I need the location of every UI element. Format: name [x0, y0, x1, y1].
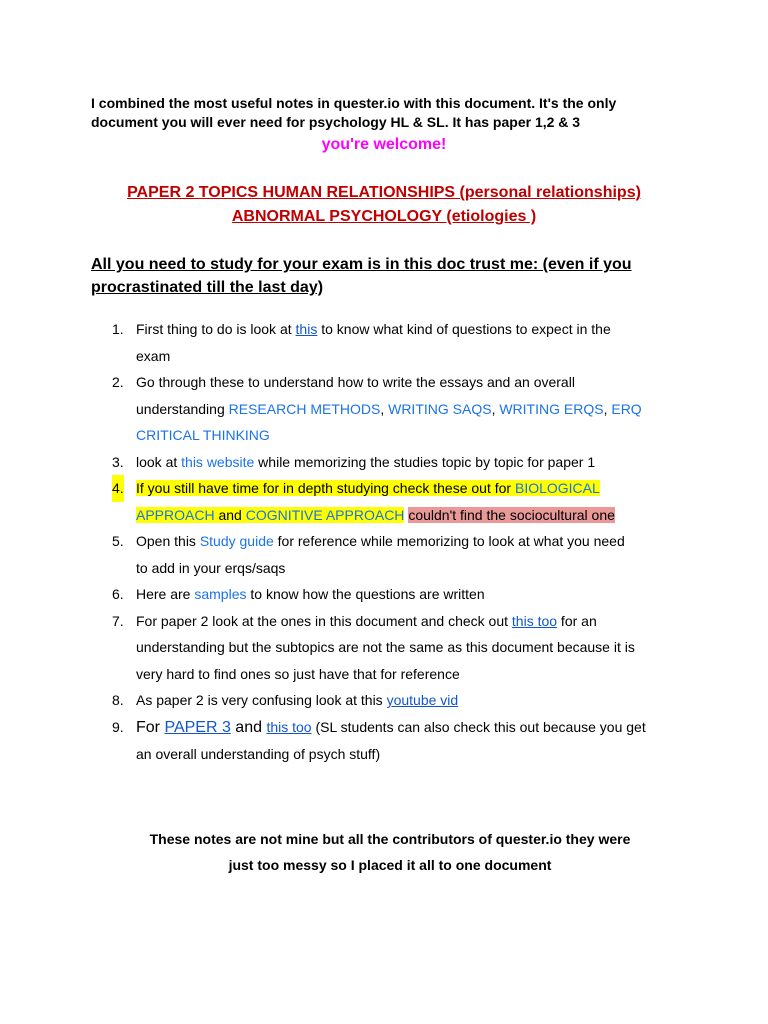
list-item: 9. For PAPER 3 and this too (SL students can also check this out because you get an overall understanding of psych stuff)	[136, 714, 684, 768]
item-text: to know what kind of questions to expect in the	[317, 321, 611, 337]
item-text: If you still have time for in depth studying check these out for	[136, 480, 515, 496]
list-number: 2.	[112, 374, 124, 390]
youtube-vid-link[interactable]: youtube vid	[386, 692, 459, 708]
intro-line-2: document you will ever need for psychology HL & SL. It has paper 1,2 & 3	[91, 114, 581, 130]
erq-critical-thinking-link-cont[interactable]: CRITICAL THINKING	[136, 427, 270, 443]
intro-line-1: I combined the most useful notes in quester.io with this document. It's the only	[91, 95, 617, 111]
research-methods-link[interactable]: RESEARCH METHODS	[228, 400, 381, 417]
writing-erqs-link[interactable]: WRITING ERQS	[499, 400, 604, 417]
biological-approach-link-cont[interactable]: APPROACH	[136, 506, 215, 523]
item-text: understanding	[136, 400, 229, 417]
paper2-heading-line-1: PAPER 2 TOPICS HUMAN RELATIONSHIPS (personal relationships)	[127, 184, 641, 201]
paper2-heading-line-2: ABNORMAL PSYCHOLOGY (etiologies )	[231, 208, 537, 225]
item-text: Go through these to understand how to write the essays and an overall	[136, 374, 575, 390]
list-item	[112, 528, 684, 581]
item-text: for an	[557, 612, 597, 629]
list-number: 1.	[112, 321, 124, 337]
paper-3-link[interactable]: PAPER 3	[164, 718, 231, 736]
this-too-link-2[interactable]: this too	[266, 718, 312, 735]
footer-line-1: These notes are not mine but all the contributors of quester.io they were	[149, 831, 631, 847]
list-number: 5.	[112, 533, 124, 549]
item-text: while memorizing the studies topic by topic for paper 1	[254, 453, 596, 470]
erq-critical-thinking-link[interactable]: ERQ	[611, 400, 642, 417]
item-text: Open this	[136, 533, 200, 549]
item-text: As paper 2 is very confusing look at this	[136, 692, 387, 708]
list-item	[112, 687, 684, 714]
list-number: 8.	[112, 692, 124, 708]
samples-link[interactable]: samples	[194, 586, 247, 602]
list-item	[112, 608, 684, 688]
welcome-text: you're welcome!	[321, 136, 447, 153]
this-website-link[interactable]: this website	[181, 453, 255, 470]
biological-approach-link[interactable]: BIOLOGICAL	[514, 480, 600, 496]
paper2-heading	[0, 181, 768, 229]
item-text: very hard to find ones so just have that for reference	[136, 665, 460, 682]
item-text: for reference while memorizing to look at what you need	[273, 533, 625, 549]
item-text: an overall understanding of psych stuff)	[136, 746, 381, 762]
this-too-link[interactable]: this too	[511, 612, 558, 629]
item-text: to add in your erqs/saqs	[136, 559, 286, 576]
list-number: 6.	[112, 586, 124, 602]
study-heading-line-2: procrastinated till the last day)	[91, 279, 324, 296]
item-text: First thing to do is look at	[136, 321, 296, 337]
list-number: 4.	[112, 475, 124, 502]
item-text: understanding but the subtopics are not the same as this document because it is	[136, 639, 635, 655]
list-item	[112, 316, 684, 369]
item-text: look at	[136, 453, 182, 470]
study-guide-link[interactable]: Study guide	[199, 533, 274, 549]
study-heading	[91, 253, 691, 299]
list-item: 2. Go through these to understand how to write the essays and an overall understanding RESEARCH METHODS, WRITING SAQS, WRITING ERQS, ERQ CRITICAL THINKING	[136, 369, 684, 449]
writing-saqs-link[interactable]: WRITING SAQS	[388, 400, 492, 417]
footer-line-2: just too messy so I placed it all to one document	[228, 857, 552, 873]
list-number: 9.	[112, 718, 124, 735]
footer-note	[130, 826, 650, 878]
item-text: Here are	[136, 586, 195, 602]
list-number: 7.	[112, 612, 124, 629]
list-item	[112, 581, 684, 608]
item-text: to know how the questions are written	[246, 586, 485, 602]
intro-paragraph	[91, 94, 691, 132]
list-item	[112, 449, 684, 476]
this-link[interactable]: this	[295, 321, 318, 337]
cognitive-approach-link[interactable]: COGNITIVE APPROACH	[245, 506, 405, 523]
item-text: For	[136, 718, 165, 736]
list-item: 4. If you still have time for in depth studying check these out for BIOLOGICAL APPROACH and COGNITIVE APPROACH couldn't find the sociocultural one	[136, 475, 684, 528]
item-text: exam	[136, 347, 171, 364]
study-heading-line-1: All you need to study for your exam is in this doc trust me: (even if you	[91, 256, 632, 273]
item-text: (SL students can also check this out because you get	[311, 718, 646, 735]
list-number: 3.	[112, 453, 124, 470]
sociocultural-note: couldn't find the sociocultural one	[408, 506, 615, 523]
steps-list	[112, 316, 684, 768]
item-text: For paper 2 look at the ones in this document and check out	[136, 612, 512, 629]
